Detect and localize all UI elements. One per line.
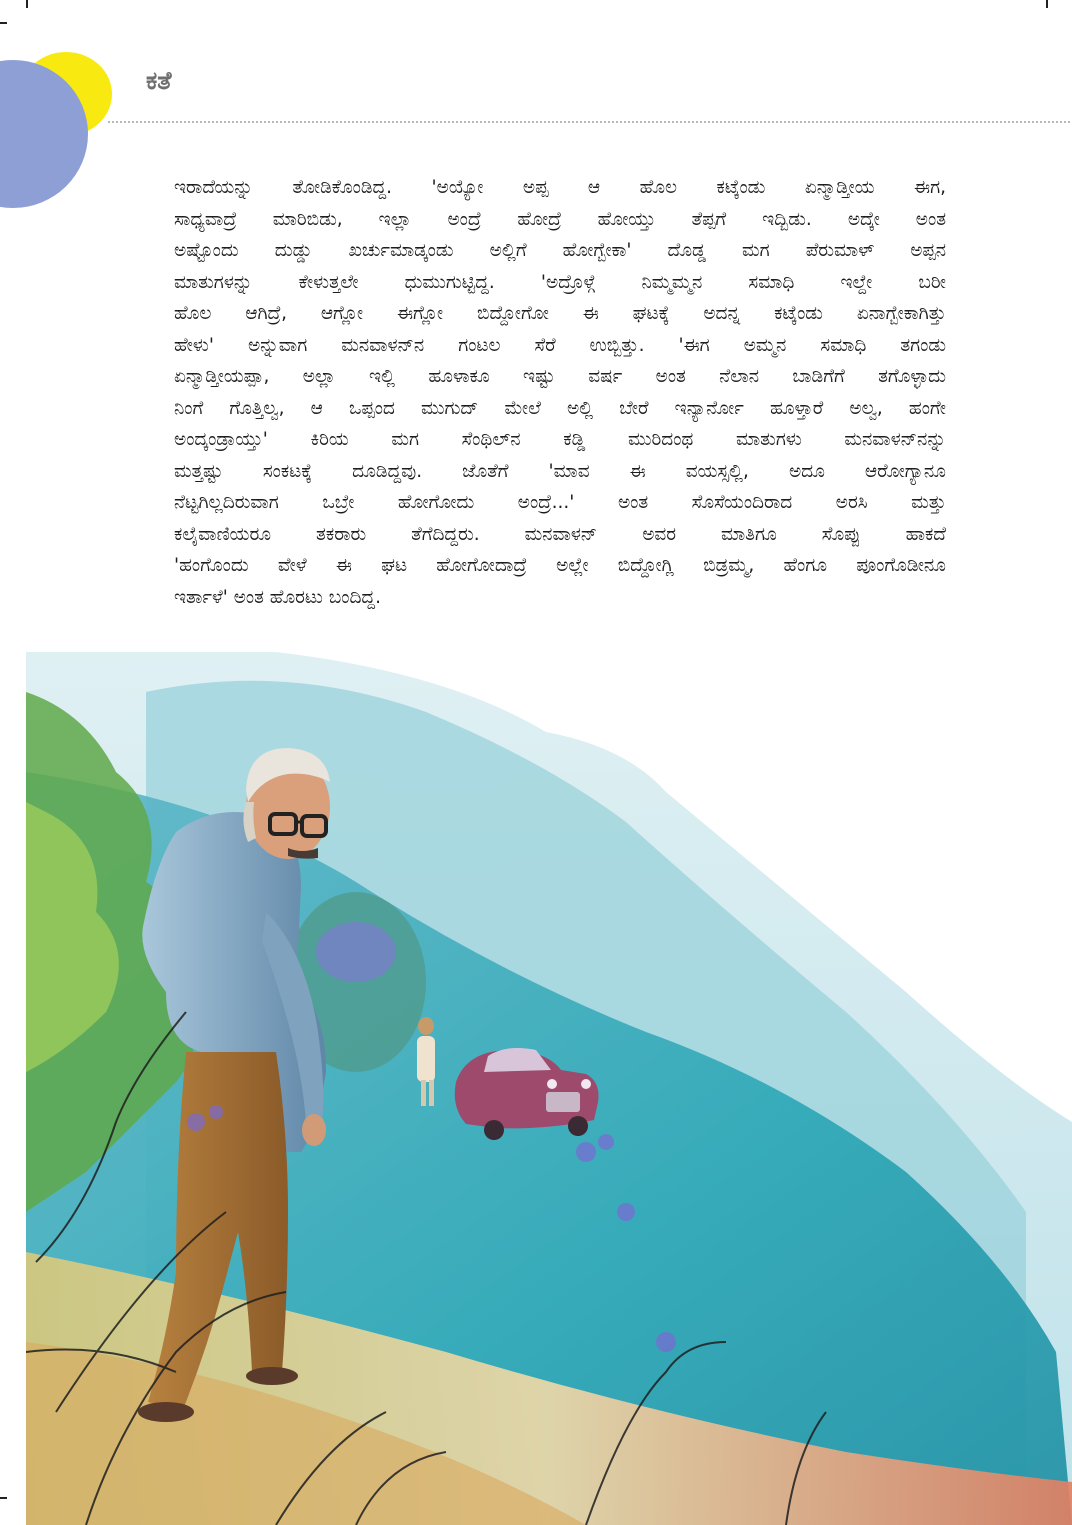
tree-flowers	[316, 922, 396, 982]
story-line: 'ಹಂಗೊಂದು ವೇಳೆ ಈ ಘಟ ಹೋಗೋದಾದ್ರೆ ಅಲ್ಲೇ ಬಿದ್ದೋಗ್ಲಿ ಬಿಡ್ರಮ್ಮ, ಹೆಂಗೂ ಪೂಂಗೊಡೀನೂ	[174, 555, 946, 576]
story-line: ಹೊಲ ಆಗಿದ್ರೆ, ಆಗ್ಲೋ ಈಗ್ಲೋ ಬಿದ್ದೋಗೋ ಈ ಘಟಕ್ಕೆ ಅದನ್ನ ಕಟ್ಕೆಂಡು ಏನಾಗ್ಬೇಕಾಗಿತ್ತು	[174, 303, 946, 324]
story-line: ಕಲೈವಾಣಿಯರೂ ತಕರಾರು ತೆಗೆದಿದ್ದರು. ಮನವಾಳನ್ ಅವರ ಮಾತಿಗೂ ಸೊಪ್ಪು ಹಾಕದೆ	[174, 523, 946, 545]
story-line: ನೆಟ್ಟಗಿಲ್ಲದಿರುವಾಗ ಒಬ್ರೇ ಹೋಗೋದು ಅಂದ್ರೆ...' ಅಂತ ಸೊಸೆಯಂದಿರಾದ ಅರಸಿ ಮತ್ತು	[174, 492, 946, 513]
story-line: ಅಂದ್ಕಂಡ್ರಾಯ್ತು' ಕಿರಿಯ ಮಗ ಸೆಂಥಿಲ್‌ನ ಕಡ್ಡಿ ಮುರಿದಂಥ ಮಾತುಗಳು ಮನವಾಳನ್‌ನನ್ನು	[174, 429, 946, 450]
story-line: ಮಾತುಗಳನ್ನು ಕೇಳುತ್ತಲೇ ಧುಮುಗುಟ್ಟಿದ್ದ. 'ಅದ್ರೊಳ್ಗೆ ನಿಮ್ಮಮ್ಮನ ಸಮಾಧಿ ಇಲ್ದೇ ಬರೀ	[174, 271, 946, 293]
story-line: ಇರ್ತಾಳೆ' ಅಂತ ಹೊರಟು ಬಂದಿದ್ದ.	[174, 586, 381, 608]
crop-mark-top-left	[26, 0, 28, 8]
section-label: ಕತೆ	[146, 66, 172, 95]
story-paragraph	[174, 172, 946, 613]
story-illustration	[26, 652, 1072, 1525]
story-line: ಇರಾದೆಯನ್ನು ತೋಡಿಕೊಂಡಿದ್ದ. 'ಅಯ್ಯೋ ಅಪ್ಪ ಆ ಹೊಲ ಕಟ್ಕೆಂಡು ಏನ್ಮಾಡ್ತೀಯ ಈಗ,	[174, 177, 946, 198]
crop-mark-top-right	[1046, 0, 1048, 8]
story-line: ಅಷ್ಟೊಂದು ದುಡ್ಡು ಖರ್ಚುಮಾಡ್ಕಂಡು ಅಲ್ಲಿಗೆ ಹೋಗ್ಬೇಕಾ' ದೊಡ್ಡ ಮಗ ಪೆರುಮಾಳ್ ಅಪ್ಪನ	[174, 240, 946, 261]
story-line: ಹೇಳು' ಅನ್ನುವಾಗ ಮನವಾಳನ್‌ನ ಗಂಟಲ ಸೆರೆ ಉಬ್ಬಿತ್ತು. 'ಈಗ ಅಮ್ಮನ ಸಮಾಧಿ ತಗಂಡು	[174, 334, 946, 356]
header-dotted-rule	[108, 121, 1070, 123]
story-line: ನಿಂಗೆ ಗೊತ್ತಿಲ್ವ, ಆ ಒಪ್ಪಂದ ಮುಗುದ್ ಮೇಲೆ ಅಲ್ಲಿ ಬೇರೆ ಇನ್ಯಾರ್ನೋ ಹೂಳ್ತಾರೆ ಅಲ್ವ, ಹಂಗೇ	[174, 397, 946, 419]
story-line: ಸಾಧ್ಯವಾದ್ರೆ ಮಾರಿಬಿಡು, ಇಲ್ಲಾ ಅಂದ್ರೆ ಹೋದ್ರೆ ಹೋಯ್ತು ತೆಪ್ಪಗೆ ಇದ್ಬಿಡು. ಅದ್ಕೇ ಅಂತ	[174, 208, 946, 230]
crop-mark-left-top	[0, 22, 7, 24]
story-line: ಮತ್ತಷ್ಟು ಸಂಕಟಕ್ಕೆ ದೂಡಿದ್ದವು. ಜೊತೆಗೆ 'ಮಾವ ಈ ವಯಸ್ಸಲ್ಲಿ, ಅದೂ ಆರೋಗ್ಯಾನೂ	[174, 460, 946, 482]
story-line: ಏನ್ಮಾಡ್ತೀಯಪ್ಪಾ, ಅಲ್ಲಾ ಇಲ್ಲಿ ಹೂಳಾಕೂ ಇಷ್ಟು ವರ್ಷ ಅಂತ ನೆಲಾನ ಬಾಡಿಗೆಗೆ ತಗೊಳ್ಳಾದು	[174, 366, 946, 387]
crop-mark-left-bottom	[0, 1497, 7, 1499]
